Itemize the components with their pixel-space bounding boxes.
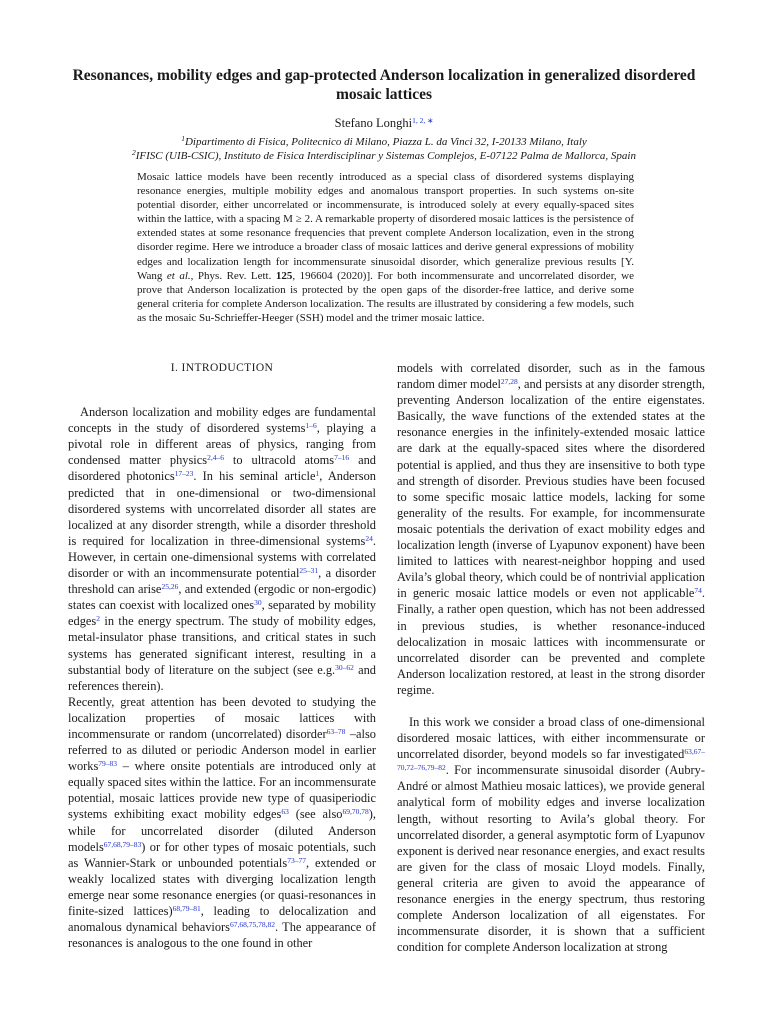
- citation[interactable]: 24: [365, 533, 373, 543]
- citation[interactable]: 69,70,78: [342, 807, 369, 817]
- citation[interactable]: 2: [96, 614, 100, 624]
- citation[interactable]: 67,68,75,78,82: [230, 920, 276, 930]
- citation[interactable]: 1: [315, 469, 320, 479]
- citation[interactable]: 30: [254, 598, 262, 608]
- intro-paragraph-4: In this work we consider a broad class of one-dimensional disordered mosaic lattices, with either incommensurate or uncorrelated disorder, beyond models so far investigated$^{63,67-70,72-76,79-82}$. For incommensurate sinusoidal disorder (Aubry-André or almost Mathieu mosaic lattices), we provide general analytical form of mobility edges and inverse localization length, without resorting to Avila’s global theory. For uncorrelated disorder, a general asymptotic form of Lyapunov exponent is derived near resonance energies, and exact results are given for the class of mosaic Lloyd models. Finally, general criteria are given to avoid the appearance of resonance energies in the energy spectrum, thus restoring complete Anderson localization of all eigenstates. For incommensurate disorder, it is shown that a sufficient condition for complete Anderson localization at strong: [397, 714, 705, 955]
- abstract: [137, 170, 634, 325]
- affiliation-1-text: Dipartimento di Fisica, Politecnico di Milano, Piazza L. da Vinci 32, I-20133 Milano, Italy: [184, 136, 587, 148]
- intro-paragraph-1: Anderson localization and mobility edges are fundamental concepts in the study of disordered systems$^{1-6}$, playing a pivotal role in different areas of physics, ranging from condensed matter physics$^{2,4-6}$ to ultracold atoms$^{7-16}$ and disordered photonics$^{17-23}$. In his seminal article$^1$, Anderson predicted that in one-dimensional or two-dimensional disordered systems with uncorrelated disorder all states are localized at any disorder strength, while a disorder threshold is required for localization in three-dimensional systems$^{24}$. However, in certain one-dimensional systems with correlated disorder or with an incommensurate potential$^{25-31}$, a disorder threshold can arise$^{25,26}$, and extended (ergodic or non-ergodic) states can coexist with localized ones$^{30}$, separated by mobility edges$^2$ in the energy spectrum. The study of mobility edges, metal-insulator phase transitions, and critical states in such systems has generated significant interest, resulting in a substantial body of literature on the subject (see e.g.$^{30-62}$ and references therein).: [68, 405, 377, 693]
- left-column: [68, 360, 376, 951]
- citation[interactable]: 30–62: [335, 662, 354, 672]
- right-column: [397, 360, 705, 955]
- citation[interactable]: 25,26: [161, 582, 179, 592]
- citation[interactable]: 63,67–70,72–76,79–82: [397, 747, 705, 773]
- abstract-etal: et al.: [166, 269, 191, 282]
- citation[interactable]: 7–16: [334, 453, 350, 463]
- citation[interactable]: 17–23: [174, 469, 194, 479]
- abstract-volume: 125: [275, 269, 293, 282]
- abstract-text-1: Mosaic lattice models have been recently introduced as a special class of disordered systems displaying resonance energies, multiple mobility edges and anomalous transport properties. In such systems on-site potential disorder, either uncorrelated or incommensurate, is introduced solely at every equally-spaced sites within the lattice, with a spacing M ≥ 2. A remarkable property of disordered mosaic lattices is the persistence of extended states at some resonance frequencies that prevent complete Anderson localization, even in the strong disorder regime. Here we introduce a broader class of mosaic lattices and derive general expressions of mobility edges and localization length for incommensurate sinusoidal disorder, which generalize previous results [Y. Wang: [137, 171, 634, 282]
- intro-paragraph-3: models with correlated disorder, such as in the famous random dimer model$^{27,28}$, and persists at any disorder strength, preventing Anderson localization of the entire eigenstates. Basically, the wave functions of the extended states at the resonance energies in the infinitely-extended mosaic lattice are dark at the equally-spaced sites where the disordered potential is applied, and thus they are insensitive to both type and strength of disorder. Previous studies have been focused to some specific mosaic lattice models, lacking for some generality of the results. For example, for incommensurate mosaic potentials the derivation of exact mobility edges and localization length (inverse of Lyapunov exponent) have been limited to lattices with nearest-neighbor hopping and used Avila’s global theory, which could be of nontrivial application in generic mosaic lattice models or even not applicable$^{74}$. Finally, a rather open question, which has not been addressed in previous studies, is whether resonance-induced delocalization in mosaic lattices with incommensurate or uncorrelated disorder can be prevented and complete Anderson localization restored, at least in the strong disorder regime.: [397, 361, 705, 697]
- citation[interactable]: 79–83: [98, 759, 118, 769]
- affiliation-1: [40, 136, 728, 148]
- affiliation-1-mark: 1: [181, 134, 185, 143]
- intro-paragraph-2: Recently, great attention has been devoted to studying the localization properties of mosaic lattices with incommensurate or random (uncorrelated) disorder$^{63-78}$ –also referred to as diluted or periodic Anderson model in earlier works$^{79-83}$ – where onsite potentials are introduced only at equally spaced sites within the lattice. For an incommensurate potential, mosaic lattices provide new type of quasiperiodic systems exhibiting exact mobility edges$^{63}$ (see also$^{69,70,78}$), while for uncorrelated disorder (diluted Anderson models$^{67,68,79-83}$) or for other types of mosaic potentials, such as Wannier-Stark or unbounded potentials$^{73-77}$, extended or weakly localized states with diverging localization length emerge near some resonance energies (or quasi-resonances in finite-sized lattices)$^{68,79-81}$, leading to delocalization and anomalous dynamical behaviors$^{67,68,75,78,82}$. The appearance of resonances is analogous to the one found in other: [68, 694, 376, 951]
- citation[interactable]: 25–31: [299, 566, 319, 576]
- paper-title: Resonances, mobility edges and gap-protected Anderson localization in generalized disordered mosaic lattices: [72, 67, 696, 103]
- author-name: Stefano Longhi: [334, 116, 413, 130]
- citation[interactable]: 74: [694, 586, 702, 596]
- citation[interactable]: 63: [281, 807, 289, 817]
- affiliation-2: [40, 150, 728, 162]
- abstract-text-3: , 196604 (2020)]. For both incommensurate and uncorrelated disorder, we prove that Anderson localization is protected by the open gaps of the disorder-free lattice, and derive some general criteria for complete Anderson localization. The results are illustrated by considering a few models, such as the mosaic Su-Schrieffer-Heeger (SSH) model and the trimer mosaic lattice.: [137, 269, 635, 324]
- citation[interactable]: 73–77: [287, 855, 306, 865]
- citation[interactable]: 68,79–81: [172, 904, 201, 913]
- citation[interactable]: 27,28: [500, 377, 518, 387]
- author-affiliation-marks[interactable]: 1, 2, ∗: [412, 116, 434, 125]
- affiliation-2-text: IFISC (UIB-CSIC), Instituto de Fisica Interdisciplinar y Sistemas Complejos, E-07122 Palma de Mallorca, Spain: [135, 150, 636, 162]
- affiliation-2-mark: 2: [132, 148, 136, 157]
- section-heading-introduction: I. INTRODUCTION: [170, 362, 274, 374]
- citation[interactable]: 67,68,79–83: [103, 839, 142, 849]
- citation[interactable]: 63–78: [326, 726, 346, 736]
- abstract-text-2: , Phys. Rev. Lett.: [190, 269, 276, 282]
- citation[interactable]: 2,4–6: [207, 453, 224, 463]
- citation[interactable]: 1–6: [305, 421, 317, 431]
- author-line: [0, 116, 768, 131]
